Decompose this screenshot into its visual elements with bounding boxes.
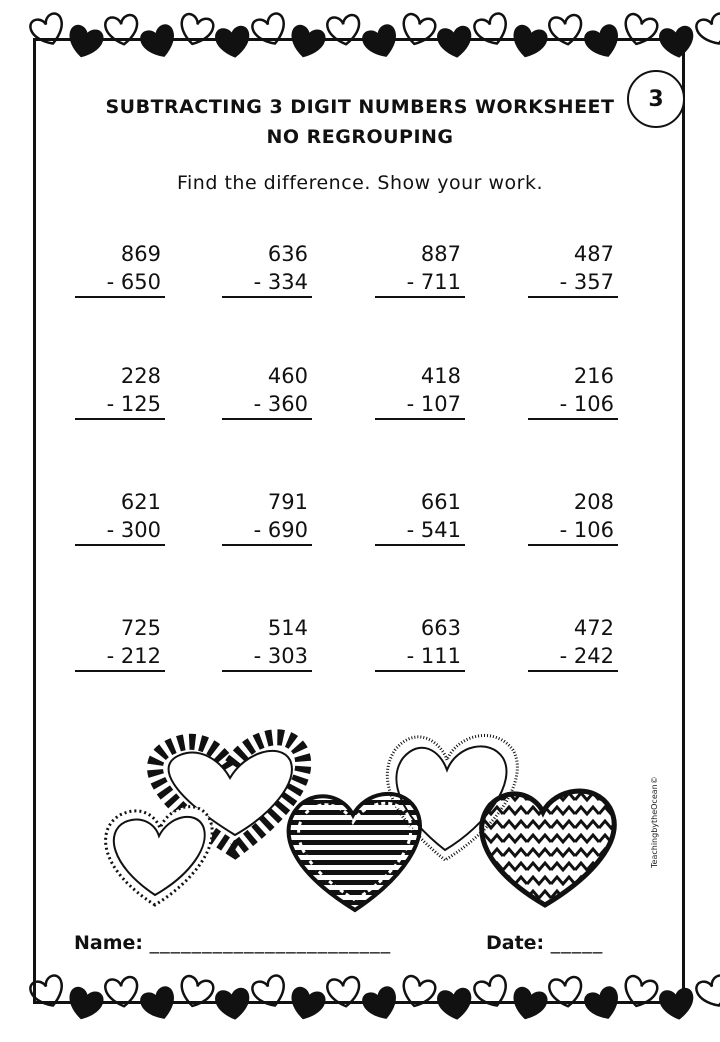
- heart-chevron: [482, 791, 615, 905]
- border-heart-icon: [694, 12, 720, 49]
- minuend: 216: [573, 364, 614, 388]
- subtraction-problem: [375, 362, 465, 420]
- minuend: 661: [420, 490, 461, 514]
- minuend: 472: [573, 616, 614, 640]
- subtraction-problem: [222, 240, 312, 298]
- subtrahend: - 300: [75, 516, 165, 546]
- subtraction-problem: [75, 362, 165, 420]
- subtrahend: - 711: [375, 268, 465, 298]
- minuend: 663: [420, 616, 461, 640]
- heart-vertical-stripes: [289, 794, 420, 910]
- subtraction-problem: [528, 488, 618, 546]
- date-label: Date:: [486, 932, 545, 954]
- minuend: 514: [267, 616, 308, 640]
- subtrahend: - 242: [528, 642, 618, 672]
- minuend: 621: [120, 490, 161, 514]
- name-line: _______________________: [149, 932, 392, 954]
- name-label: Name:: [74, 932, 144, 954]
- subtraction-problem: [75, 488, 165, 546]
- worksheet-subtitle: NO REGROUPING: [266, 126, 454, 148]
- hearts-illustration: [95, 720, 635, 920]
- minuend: 208: [573, 490, 614, 514]
- minuend: 460: [267, 364, 308, 388]
- date-field[interactable]: [486, 932, 603, 954]
- copyright-credit: TeachingbytheOcean©: [650, 776, 659, 868]
- minuend: 487: [573, 242, 614, 266]
- subtrahend: - 357: [528, 268, 618, 298]
- subtrahend: - 107: [375, 390, 465, 420]
- heart-lace: [106, 807, 213, 905]
- subtrahend: - 111: [375, 642, 465, 672]
- page-number: 3: [648, 86, 664, 112]
- border-heart-icon: [694, 974, 720, 1011]
- subtrahend: - 690: [222, 516, 312, 546]
- subtraction-problem: [75, 614, 165, 672]
- subtrahend: - 360: [222, 390, 312, 420]
- minuend: 887: [420, 242, 461, 266]
- subtraction-problem: [375, 488, 465, 546]
- subtrahend: - 106: [528, 390, 618, 420]
- subtraction-problem: [375, 614, 465, 672]
- name-field[interactable]: [74, 932, 391, 954]
- worksheet-title: SUBTRACTING 3 DIGIT NUMBERS WORKSHEET: [105, 96, 615, 118]
- date-line: _____: [550, 932, 604, 954]
- minuend: 418: [420, 364, 461, 388]
- subtraction-problem: [222, 614, 312, 672]
- subtrahend: - 541: [375, 516, 465, 546]
- minuend: 791: [267, 490, 308, 514]
- subtraction-problem: [375, 240, 465, 298]
- subtrahend: - 106: [528, 516, 618, 546]
- minuend: 228: [120, 364, 161, 388]
- minuend: 636: [267, 242, 308, 266]
- subtraction-problem: [528, 614, 618, 672]
- subtrahend: - 212: [75, 642, 165, 672]
- subtraction-problem: [222, 488, 312, 546]
- instructions: Find the difference. Show your work.: [176, 172, 544, 194]
- subtrahend: - 334: [222, 268, 312, 298]
- subtrahend: - 650: [75, 268, 165, 298]
- subtraction-problem: [528, 362, 618, 420]
- minuend: 725: [120, 616, 161, 640]
- subtrahend: - 303: [222, 642, 312, 672]
- subtraction-problem: [528, 240, 618, 298]
- minuend: 869: [120, 242, 161, 266]
- subtrahend: - 125: [75, 390, 165, 420]
- subtraction-problem: [222, 362, 312, 420]
- subtraction-problem: [75, 240, 165, 298]
